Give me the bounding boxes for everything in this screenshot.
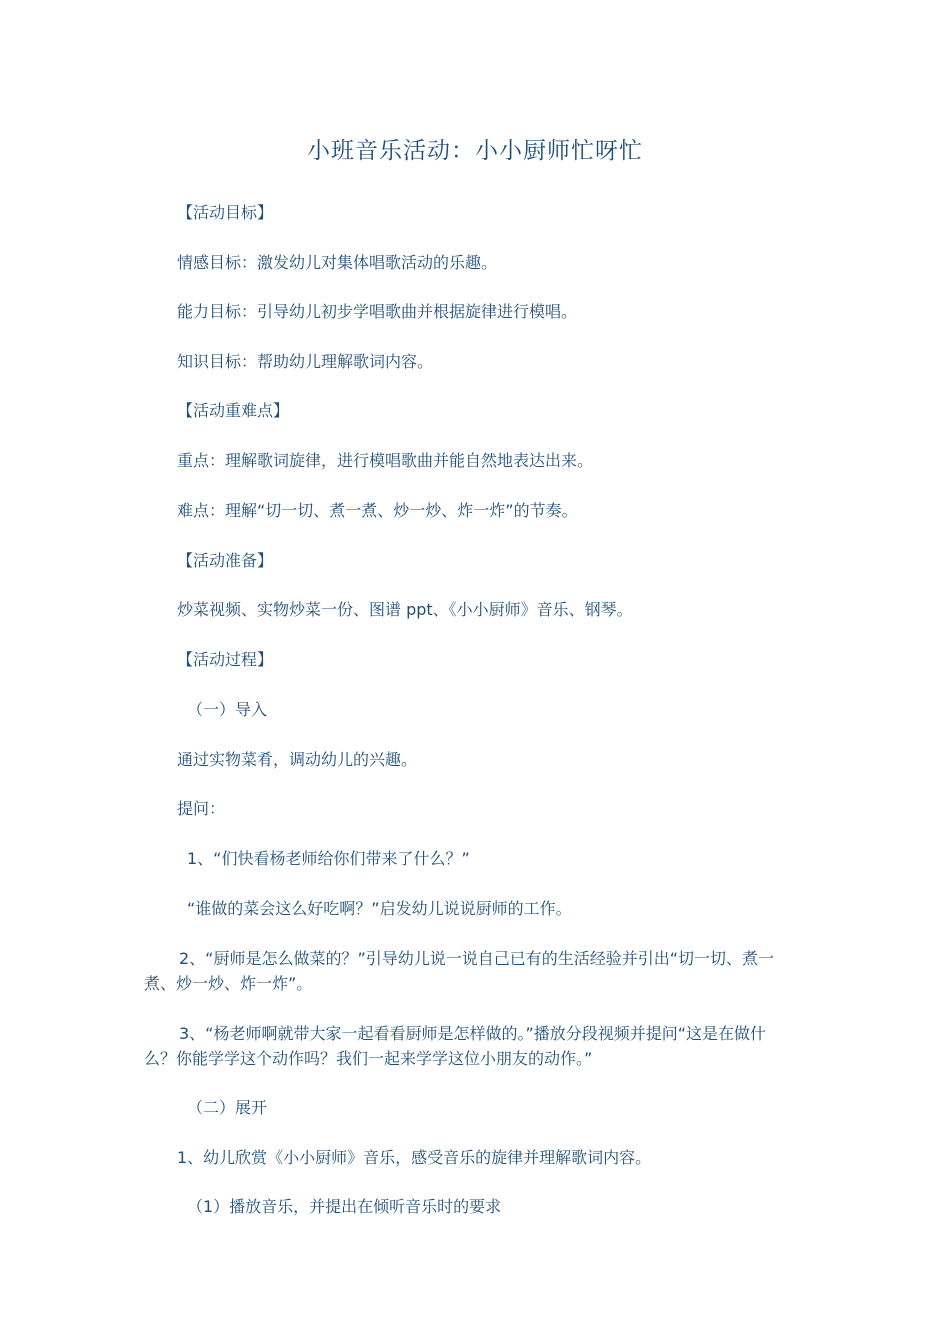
- heading-activity-goals: 【活动目标】: [177, 203, 274, 222]
- ability-goal: 能力目标：引导幼儿初步学唱歌曲并根据旋律进行模唱。: [177, 302, 578, 321]
- step-1: 1、幼儿欣赏《小小厨师》音乐，感受音乐的旋律并理解歌词内容。: [177, 1148, 652, 1167]
- question-3: 3、“杨老师啊就带大家一起看看厨师是怎样做的。”播放分段视频并提问“这是在做什么？你能学学这个动作吗？我们一起来学学这位小朋友的动作。”: [144, 1024, 767, 1068]
- document-title: 小班音乐活动：小小厨师忙呀忙: [307, 138, 643, 164]
- question-1: 1、“们快看杨老师给你们带来了什么？”: [187, 849, 470, 868]
- question-1-followup: “谁做的菜会这么好吃啊？”启发幼儿说说厨师的工作。: [187, 899, 572, 918]
- emotion-goal: 情感目标：激发幼儿对集体唱歌活动的乐趣。: [177, 253, 498, 272]
- key-point: 重点：理解歌词旋律，进行模唱歌曲并能自然地表达出来。: [177, 451, 594, 470]
- heading-preparation: 【活动准备】: [177, 551, 274, 570]
- section-development: （二）展开: [187, 1098, 268, 1117]
- preparation-materials: 炒菜视频、实物炒菜一份、图谱 ppt、《小小厨师》音乐、钢琴。: [177, 600, 633, 619]
- question-label: 提问：: [177, 799, 226, 818]
- heading-key-points: 【活动重难点】: [177, 401, 290, 420]
- knowledge-goal: 知识目标：帮助幼儿理解歌词内容。: [177, 352, 434, 371]
- heading-process: 【活动过程】: [177, 650, 274, 669]
- question-2: 2、“厨师是怎么做菜的？”引导幼儿说一说自己已有的生活经验并引出“切一切、煮一煮、炒一炒、炸一炸”。: [144, 949, 775, 993]
- difficult-point: 难点：理解“切一切、煮一煮、炒一炒、炸一炸”的节奏。: [177, 501, 578, 520]
- step-1-sub-1: （1）播放音乐，并提出在倾听音乐时的要求: [187, 1197, 502, 1216]
- intro-text: 通过实物菜肴，调动幼儿的兴趣。: [177, 750, 418, 769]
- section-introduction: （一）导入: [187, 700, 268, 719]
